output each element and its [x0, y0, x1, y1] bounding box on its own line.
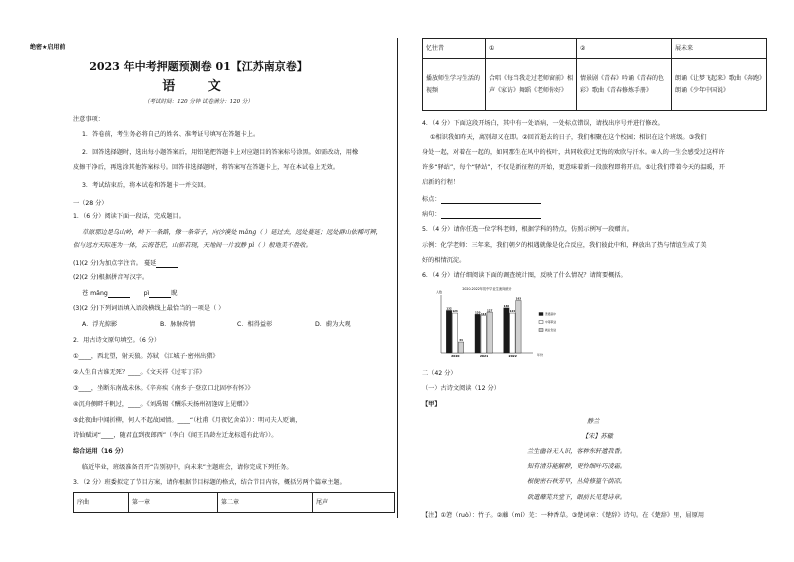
legend-swatch [539, 313, 543, 316]
q2-item-2: ②人生自古谁无死？____。《文天祥《过零丁洋》 [73, 369, 206, 376]
legend-label: 就业创业 [545, 328, 557, 332]
bar-value-label: 127 [486, 309, 493, 313]
bar-value-label: 124 [509, 310, 516, 314]
legend-swatch [539, 329, 543, 332]
legend-label: 中等职业 [545, 320, 557, 324]
q5-example-2: 好的相情沉淀。 [422, 257, 466, 264]
bar [481, 316, 486, 353]
survey-chart-svg [427, 285, 579, 365]
x-tick-label: 2020 [451, 354, 460, 358]
q4-header: 4．（4 分）下面这段开场白，其中有一处语病，一处标点错误，请找出序号并进行修改。 [422, 120, 664, 127]
table-head-chapter-2: 第二章 [218, 493, 313, 513]
q3-header: 3．（2 分）班委拟定了节目方案，请你根据节目标题的格式，结合节目内容，概括另两个篇章主题。 [73, 479, 346, 486]
poem-author: 【宋】苏辙 [582, 433, 613, 440]
bar-value-label: 120 [474, 311, 481, 315]
legend-label: 普通高中 [545, 312, 557, 316]
subject-title: 语 文 [162, 79, 235, 94]
passage-jia-label: 【甲】 [422, 401, 441, 408]
x-tick-label: 2022 [508, 354, 517, 358]
q2-item-6: 诗仙赋词“____，随君直到夜郎西”（李白《闻王昌龄左迁龙标遥有此寄》）。 [73, 432, 278, 439]
chart-title: 2020-2022年初中毕业生流向统计 [462, 287, 512, 291]
program-table-header [73, 492, 395, 513]
q4-passage-4: 启新的行程！ [422, 179, 460, 186]
q4-blank-punct: 标点： [422, 196, 541, 204]
table-cell-blank-1: ① [486, 39, 577, 59]
notes-header: 注意事项： [73, 116, 104, 123]
option-c[interactable]: C．相得益彰 [237, 321, 273, 328]
bar [516, 300, 521, 353]
q1-passage-line-2: 似与远方天际连为一体，云海苍茫，山影若现，天地间一片寂静 pì（ ）般地美不胜收。 [73, 242, 312, 249]
section-2-header: 二（42 分） [422, 370, 457, 377]
bar-value-label: 140 [503, 305, 510, 309]
option-b[interactable]: B．脉脉传情 [160, 321, 196, 328]
table-cell-blank-2: ② [577, 39, 672, 59]
bar [487, 312, 492, 353]
q1-sub2-items: 苍 mǎng pì 睨 [82, 290, 178, 297]
survey-chart [427, 285, 579, 365]
q2-item-3: ③____，坐断东南战未休。《辛弃疾《南乡子·登京口北固亭有怀》》 [73, 385, 254, 392]
q4-passage-2: 身处一起，对着在一起的，如同那生在风中的枝叶，共同收获过无悔的欢欣与汗水。④人的一生会感受过这样许 [422, 149, 725, 156]
comprehensive-intro: 临近毕业，班级准备召开“告别初中，向未来”主题班会，请你完成下列任务。 [82, 464, 293, 471]
q4-passage-3: 许多“驿站”，每个“驿站”，不仅是新征程的开始，更意味着新一段旅程即将开启。⑤让我们带着今天的温暖，开 [422, 164, 725, 171]
poem-line-4: 欲遣蘼芜共堂下，眼前长见楚诗章。 [527, 494, 626, 501]
bar [446, 310, 451, 353]
bar-value-label: 34 [459, 339, 463, 343]
table-cell-chapter-2-items: 情景剧《青春》吟诵《青春的色彩》歌曲《青春修炼手册》 [577, 59, 672, 111]
poem-line-1: 兰生幽谷无人识，客种东轩遗我香。 [527, 448, 626, 455]
q1-sub3: (3)(2 分)下列词语填入语段横线上最恰当的一项是（ ） [73, 305, 225, 312]
note-3: 3．考试结束后，将本试卷和答题卡一并交回。 [82, 182, 210, 189]
program-table [422, 38, 767, 111]
bar [475, 314, 480, 353]
q5-header: 5．（4 分）请你任选一位学科老师，根据学科的特点，仿照示例写一段赠言。 [422, 226, 633, 233]
q5-example-1: 示例：化学老师：三年来，我们朝夕的相遇就像是化合反应，我们彼此中和，释放出了热与情谊生成了美 [422, 242, 707, 249]
x-tick-label: 2021 [479, 354, 489, 358]
bar-value-label: 163 [515, 297, 522, 301]
table-cell-future: 展未来 [672, 39, 767, 59]
exam-time-info: （考试时间：120 分钟 试卷满分：120 分） [144, 99, 253, 105]
bar [504, 308, 509, 353]
table-head-epilogue: 尾声 [313, 493, 395, 513]
legend-swatch [539, 321, 543, 324]
q1-intro: 1．（6 分）阅读下面一段话，完成题目。 [73, 213, 185, 220]
table-cell-video: 播放师生学习生活的视频 [423, 59, 486, 111]
poem-title: 静兰 [587, 418, 600, 425]
q2-item-5: ⑤此夜曲中闻折柳，何人不起故园情。____“（杜甫《月夜忆舍弟》）：明司夫人贬谪， [73, 417, 302, 424]
poem-line-3: 根便密石秋芳早，丛倚修篁午荫凉。 [527, 478, 626, 485]
exam-title: 2023 年中考押题预测卷 01【江苏南京卷】 [89, 60, 308, 73]
table-head-prelude: 序曲 [74, 493, 129, 513]
q2-item-4: ④沉舟侧畔千帆过，____。《刘禹锡《酬乐天扬州初逢席上见赠》》 [73, 401, 252, 408]
bar [510, 313, 515, 353]
comprehensive-header: 综合运用（16 分） [73, 448, 128, 455]
y-axis-label: 人数 [435, 290, 443, 294]
table-head-chapter-1: 第一章 [129, 493, 218, 513]
q1-passage-line-1: 草原那边是乌山岭，岭下一条路，像一条带子，向沙漠处 mǎng（ ）延过去，远处蔓延；远处群山依稀可辨， [82, 229, 382, 236]
option-d[interactable]: D．蔚为大观 [315, 321, 351, 328]
bar [458, 342, 463, 353]
poem-note: 【注】①箬（ruò）：竹子。②蘼（mí）芜：一种香草。③楚词章：《楚辞》诗句。在《楚辞》里，屈原用 [422, 512, 705, 519]
x-axis-label: 年份 [537, 353, 544, 357]
option-a[interactable]: A．浮光掠影 [82, 321, 118, 328]
q2-item-1: ①____，西北望，射天狼。苏轼 《江城子·密州出猎》 [73, 353, 219, 360]
bar [452, 313, 457, 353]
page-divider [397, 38, 398, 518]
section-1-header: 一（28 分） [73, 200, 108, 207]
bar-value-label: 116 [480, 312, 487, 316]
q6-header: 6．（4 分）请仔细阅读下面的调查统计图，反映了什么情况？请简要概括。 [422, 272, 627, 279]
q1-sub2: (2)(2 分)根据拼音写汉字。 [73, 274, 149, 281]
q1-sub1: (1)(2 分)为加点字注音。 蔓延 [73, 260, 178, 268]
table-cell-future-items: 朗诵《让梦飞起来》歌曲《奔跑》朗诵《少年中国说》 [672, 59, 767, 111]
note-2: 2．回答选择题时，选出每小题答案后，用铅笔把答题卡上对应题目的答案标号涂黑。如需改动，用橡 [82, 149, 359, 156]
confidential-label: 绝密★启用前 [30, 44, 66, 51]
classical-reading-header: （一）古诗文阅读（12 分） [422, 385, 500, 392]
poem-line-2: 知有清芬能解秽，更怜细叶巧凌霜。 [527, 463, 626, 470]
table-cell-chapter-1-items: 合唱《每当我走过老师窗前》相声《家访》舞蹈《老师你好》 [486, 59, 577, 111]
table-cell-past: 忆往昔 [423, 39, 486, 59]
q2-header: 2．用古诗文原句填空。（6 分） [73, 337, 161, 344]
note-2-cont: 皮擦干净后，再选涂其他答案标号。回答非选择题时，将答案写在答题卡上，写在本试卷上无效。 [73, 164, 340, 171]
bar-value-label: 132 [446, 307, 452, 311]
right-page [397, 0, 794, 562]
q4-blank-error: 病句： [422, 211, 541, 219]
bar-value-label: 124 [452, 310, 458, 314]
note-1: 1．答卷前，考生务必将自己的姓名、准考证号填写在答题卡上。 [82, 131, 260, 138]
q4-passage-1: ①相识我如昨天，离别却又在即。②回首逝去的日子，我们相聚在这个校园；相识在这个班级。③我们 [430, 134, 707, 141]
